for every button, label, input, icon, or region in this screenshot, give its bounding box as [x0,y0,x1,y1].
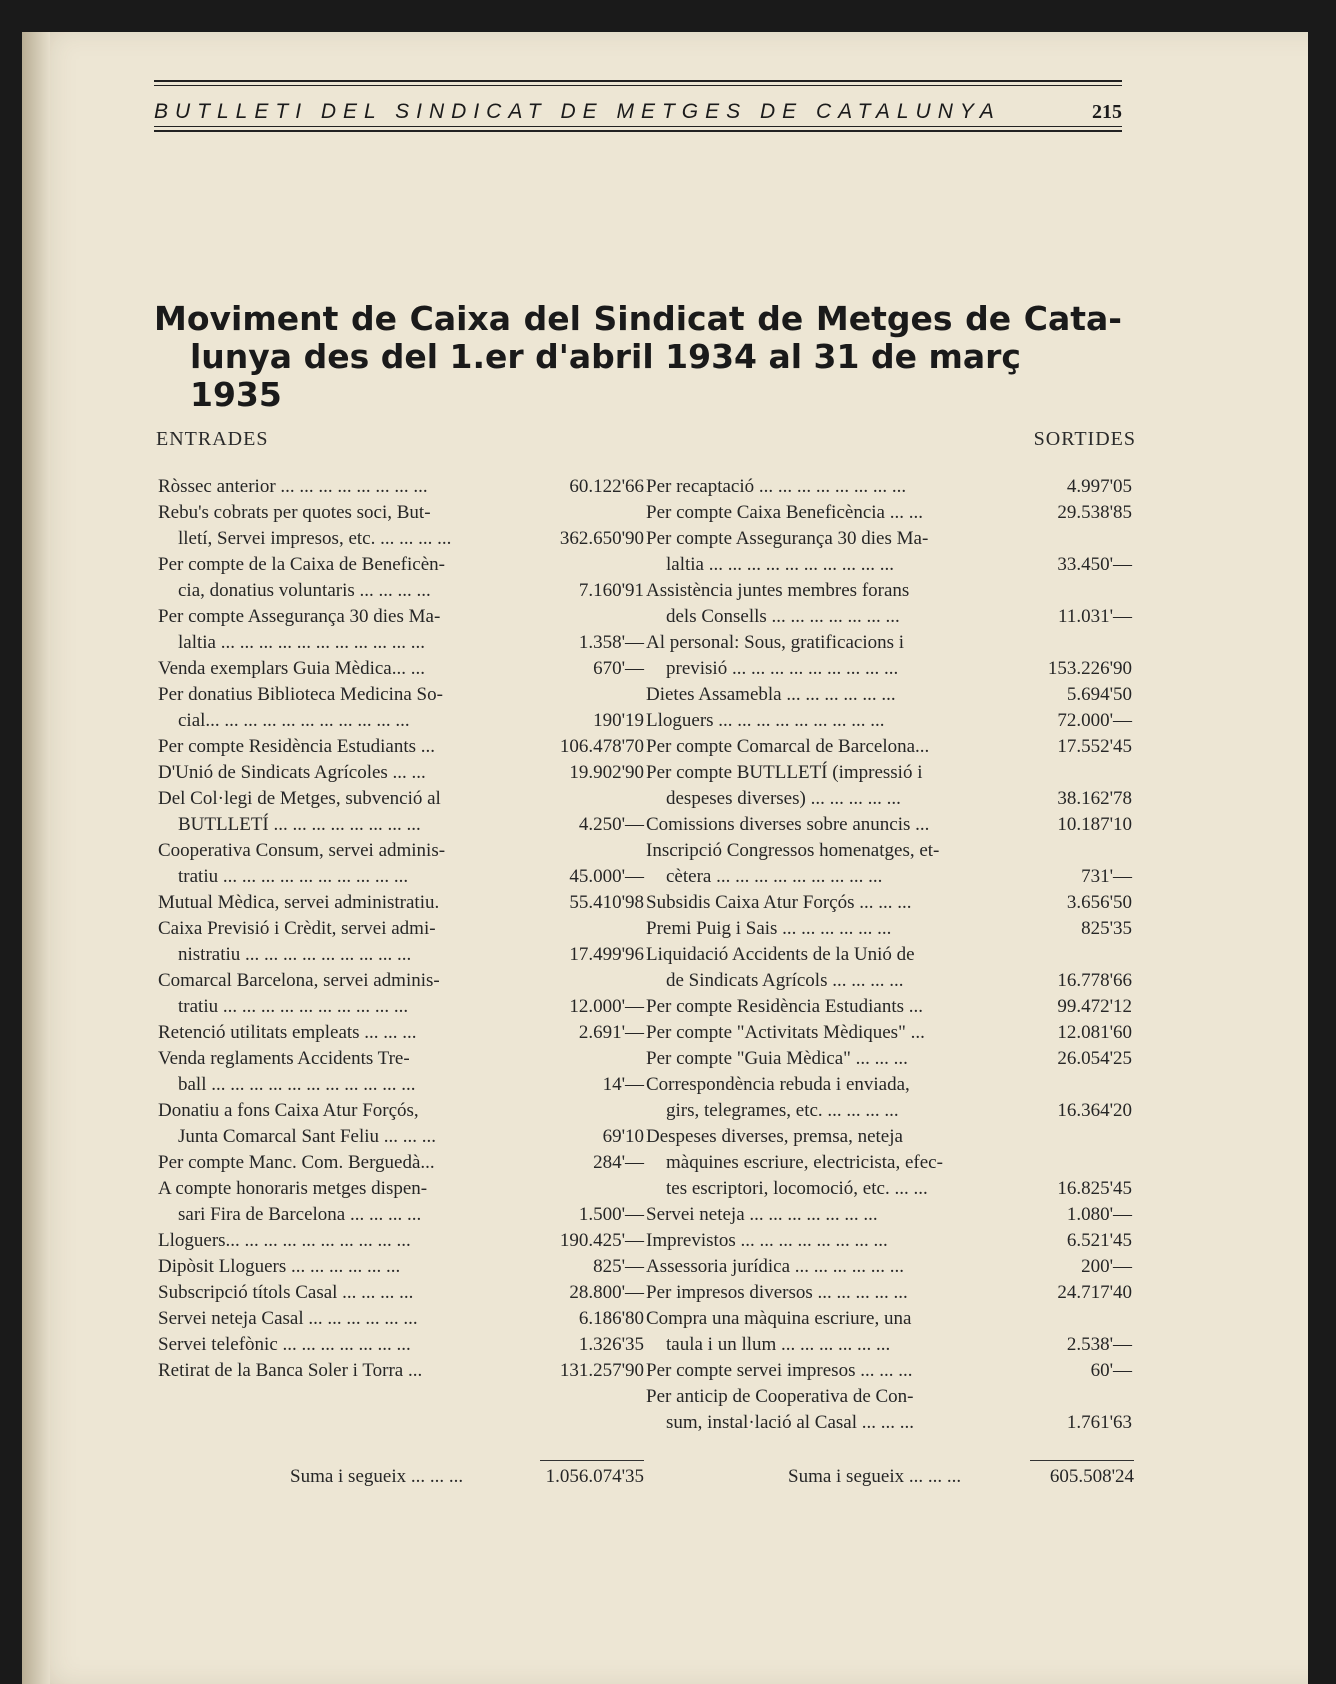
sortides-row [646,1202,1132,1228]
sortides-row-line: Dietes Assamebla ... ... ... ... ... ... [646,684,896,705]
sortides-row-description [646,890,1012,916]
title-line-2: lunya des del 1.er d'abril 1934 al 31 de març 1935 [190,337,1021,414]
entrades-row [158,1176,644,1228]
entrades-row-amount: 55.410'98 [569,892,644,913]
sortides-row-description [646,526,1012,578]
title-line-1: Moviment de Caixa del Sindicat de Metges de Cata- [154,299,1122,338]
entrades-column [158,474,644,1384]
sortides-row-description [646,1020,1012,1046]
entrades-row-amount: 14'— [602,1074,644,1095]
entrades-row-amount: 362.650'90 [559,528,644,549]
sortides-row-description [646,1228,1012,1254]
sortides-row-line: cètera ... ... ... ... ... ... ... ... ... [666,866,883,887]
entrades-total-row [290,1466,644,1488]
sortides-row-description [646,578,1012,630]
entrades-row [158,968,644,1020]
entrades-row [158,1358,644,1384]
sortides-row-amount: 16.825'45 [1057,1178,1132,1199]
sortides-row [646,890,1132,916]
sortides-column [646,474,1132,1436]
entrades-row-amount: 106.478'70 [559,736,644,757]
entrades-row [158,838,644,890]
sortides-row-description [646,474,1012,500]
entrades-row-line: BUTLLETÍ ... ... ... ... ... ... ... ... [178,814,421,835]
sortides-row [646,994,1132,1020]
sortides-row [646,708,1132,734]
sortides-row [646,942,1132,994]
entrades-total-label: Suma i segueix ... ... ... [290,1466,464,1487]
entrades-row-description [158,916,532,968]
sortides-row-amount: 72.000'— [1057,710,1132,731]
sortides-row-amount: 1.080'— [1066,1204,1132,1225]
entrades-row-line: Cooperativa Consum, servei adminis- [158,840,446,861]
entrades-row-description [158,1020,532,1046]
entrades-row-line: Servei telefònic ... ... ... ... ... ... ... [158,1334,411,1355]
entrades-row-amount: 1.500'— [578,1204,644,1225]
entrades-total-amount: 1.056.074'35 [545,1466,644,1487]
sortides-row-line: Despeses diverses, premsa, neteja [646,1126,903,1147]
entrades-row-line: Caixa Previsió i Crèdit, servei admi- [158,918,436,939]
entrades-row-description [158,1280,532,1306]
entrades-row-description [158,682,532,734]
entrades-row-amount: 69'10 [602,1126,644,1147]
sortides-row-amount: 26.054'25 [1057,1048,1132,1069]
entrades-row-description [158,890,532,916]
sortides-row-line: dels Consells ... ... ... ... ... ... ... [666,606,900,627]
sortides-row-line: Imprevistos ... ... ... ... ... ... ... ... [646,1230,888,1251]
sortides-row-line: màquines escriure, electricista, efec- [666,1152,943,1173]
entrades-row-description [158,1358,532,1384]
entrades-row-line: Venda reglaments Accidents Tre- [158,1048,410,1069]
sortides-row-line: Per compte "Activitats Mèdiques" ... [646,1022,925,1043]
sortides-row-amount: 3.656'50 [1066,892,1132,913]
entrades-row-line: Retenció utilitats empleats ... ... ... [158,1022,417,1043]
sortides-row [646,1124,1132,1202]
sortides-row-line: Per compte servei impresos ... ... ... [646,1360,913,1381]
sortides-row-description [646,760,1012,812]
sortides-row-amount: 1.761'63 [1066,1412,1132,1433]
sortides-row-amount: 6.521'45 [1066,1230,1132,1251]
page-number: 215 [1092,100,1122,123]
sortides-row [646,500,1132,526]
entrades-heading: ENTRADES [156,428,269,450]
sortides-row-amount: 5.694'50 [1066,684,1132,705]
sortides-row-description [646,1046,1012,1072]
entrades-row-line: Dipòsit Lloguers ... ... ... ... ... ... [158,1256,401,1277]
entrades-row-line: Venda exemplars Guia Mèdica... ... [158,658,425,679]
entrades-row-description [158,734,532,760]
sortides-row-description [646,1280,1012,1306]
entrades-row-description [158,1228,532,1254]
sortides-row-description [646,1254,1012,1280]
entrades-row-line: D'Unió de Sindicats Agrícoles ... ... [158,762,426,783]
sortides-row-line: Per anticip de Cooperativa de Con- [646,1386,914,1407]
entrades-row-amount: 45.000'— [569,866,644,887]
sortides-row-description [646,994,1012,1020]
sortides-row-amount: 16.364'20 [1057,1100,1132,1121]
entrades-row-description [158,552,532,604]
entrades-row [158,1098,644,1150]
sortides-row [646,1020,1132,1046]
entrades-row-description [158,1046,532,1098]
sortides-row-description [646,916,1012,942]
header-rule-top [154,80,1122,86]
entrades-row [158,916,644,968]
entrades-row-line: Per compte de la Caixa de Beneficèn- [158,554,445,575]
entrades-row [158,1228,644,1254]
sortides-row [646,916,1132,942]
sortides-row-description [646,1072,1012,1124]
entrades-row-line: ball ... ... ... ... ... ... ... ... ... ... ... [178,1074,416,1095]
entrades-row-description [158,760,532,786]
entrades-row-line: cial... ... ... ... ... ... ... ... ... ... ... [178,710,410,731]
sortides-row-line: Inscripció Congressos homenatges, et- [646,840,940,861]
entrades-row-line: Per compte Assegurança 30 dies Ma- [158,606,441,627]
entrades-row-amount: 670'— [593,658,644,679]
entrades-row-line: Retirat de la Banca Soler i Torra ... [158,1360,423,1381]
sortides-row-description [646,1124,1012,1202]
sortides-row-line: Lloguers ... ... ... ... ... ... ... ... ... [646,710,885,731]
entrades-total-rule [540,1460,644,1461]
sortides-row-description [646,812,1012,838]
sortides-row-amount: 825'35 [1081,918,1132,939]
entrades-row-description [158,968,532,1020]
entrades-row-description [158,500,532,552]
entrades-row-description [158,838,532,890]
sortides-total-row [788,1466,1134,1488]
entrades-row-amount: 131.257'90 [559,1360,644,1381]
sortides-row-line: Per compte "Guia Mèdica" ... ... ... [646,1048,908,1069]
entrades-row-description [158,786,532,838]
entrades-row-line: Servei neteja Casal ... ... ... ... ... ... [158,1308,418,1329]
entrades-row-line: Mutual Mèdica, servei administratiu. [158,892,440,913]
entrades-row-amount: 17.499'96 [569,944,644,965]
sortides-row [646,838,1132,890]
entrades-row-amount: 1.358'— [578,632,644,653]
entrades-row-line: Donatiu a fons Caixa Atur Forçós, [158,1100,419,1121]
entrades-row [158,552,644,604]
entrades-row [158,1150,644,1176]
entrades-row-description [158,656,532,682]
sortides-row-line: Servei neteja ... ... ... ... ... ... ... [646,1204,878,1225]
entrades-row [158,890,644,916]
sortides-row-description [646,630,1012,682]
sortides-row-line: Al personal: Sous, gratificacions i [646,632,905,653]
entrades-row-amount: 190.425'— [559,1230,644,1251]
sortides-row [646,760,1132,812]
entrades-row [158,474,644,500]
entrades-row-line: laltia ... ... ... ... ... ... ... ... ... ... ... [178,632,425,653]
page-spine-shadow [22,32,50,1684]
entrades-row-line: Junta Comarcal Sant Feliu ... ... ... [178,1126,437,1147]
header-rule-bottom [154,126,1122,132]
sortides-row [646,1358,1132,1384]
sortides-row-description [646,500,1012,526]
sortides-row-amount: 24.717'40 [1057,1282,1132,1303]
entrades-row [158,682,644,734]
entrades-row [158,760,644,786]
sortides-row-amount: 60'— [1090,1360,1132,1381]
entrades-row [158,1254,644,1280]
sortides-row-amount: 17.552'45 [1057,736,1132,757]
entrades-row-line: lletí, Servei impresos, etc. ... ... ... ... [178,528,452,549]
sortides-row-description [646,1384,1012,1436]
sortides-row [646,812,1132,838]
entrades-row-line: Lloguers... ... ... ... ... ... ... ... ... ... [158,1230,411,1251]
sortides-row-line: taula i un llum ... ... ... ... ... ... [666,1334,891,1355]
sortides-row [646,1306,1132,1358]
sortides-row-amount: 12.081'60 [1057,1022,1132,1043]
entrades-row-description [158,1332,532,1358]
entrades-row-description [158,474,532,500]
entrades-row-description [158,604,532,656]
entrades-row [158,786,644,838]
entrades-row-amount: 28.800'— [569,1282,644,1303]
sortides-row-description [646,708,1012,734]
sortides-row-amount: 11.031'— [1058,606,1132,627]
entrades-row [158,734,644,760]
sortides-row-description [646,838,1012,890]
entrades-row-line: Rebu's cobrats per quotes soci, But- [158,502,431,523]
sortides-row [646,578,1132,630]
sortides-row-line: laltia ... ... ... ... ... ... ... ... ... ... [666,554,894,575]
sortides-row-line: Subsidis Caixa Atur Forçós ... ... ... [646,892,912,913]
entrades-row-line: nistratiu ... ... ... ... ... ... ... ... ... [178,944,412,965]
running-title: BUTLLETI DEL SINDICAT DE METGES DE CATALUNYA [154,100,1001,123]
entrades-row-description [158,1150,532,1176]
entrades-row-line: sari Fira de Barcelona ... ... ... ... [178,1204,422,1225]
sortides-row [646,1228,1132,1254]
sortides-row-amount: 38.162'78 [1057,788,1132,809]
sortides-row-line: Per compte Caixa Beneficència ... ... [646,502,923,523]
sortides-row-line: tes escriptori, locomoció, etc. ... ... [666,1178,928,1199]
entrades-row [158,656,644,682]
entrades-row-amount: 19.902'90 [569,762,644,783]
entrades-row-description [158,1254,532,1280]
entrades-row-amount: 284'— [593,1152,644,1173]
sortides-row-line: Per compte BUTLLETÍ (impressió i [646,762,923,783]
entrades-row [158,1046,644,1098]
entrades-row-line: Per compte Manc. Com. Berguedà... [158,1152,435,1173]
sortides-row-amount: 99.472'12 [1057,996,1132,1017]
entrades-row-line: tratiu ... ... ... ... ... ... ... ... ... ... [178,996,409,1017]
sortides-total-label: Suma i segueix ... ... ... [788,1466,962,1487]
sortides-row [646,526,1132,578]
sortides-row-line: despeses diverses) ... ... ... ... ... [666,788,901,809]
entrades-row [158,500,644,552]
sortides-row-line: Assistència juntes membres forans [646,580,910,601]
sortides-row-line: Assessoria jurídica ... ... ... ... ... ... [646,1256,905,1277]
entrades-row-description [158,1098,532,1150]
sortides-row-line: Liquidació Accidents de la Unió de [646,944,915,965]
sortides-row-amount: 10.187'10 [1057,814,1132,835]
entrades-row-line: Comarcal Barcelona, servei adminis- [158,970,440,991]
sortides-row [646,682,1132,708]
entrades-row-description [158,1176,532,1228]
sortides-row-description [646,1306,1012,1358]
entrades-row-description [158,1306,532,1332]
entrades-row [158,1280,644,1306]
entrades-row-amount: 2.691'— [578,1022,644,1043]
entrades-row [158,604,644,656]
sortides-row [646,1072,1132,1124]
sortides-row-line: Per impresos diversos ... ... ... ... ... [646,1282,908,1303]
sortides-row-line: Per compte Residència Estudiants ... [646,996,924,1017]
entrades-row-line: Per compte Residència Estudiants ... [158,736,436,757]
entrades-row-amount: 1.326'35 [578,1334,644,1355]
entrades-row-amount: 190'19 [593,710,644,731]
sortides-row-line: sum, instal·lació al Casal ... ... ... [666,1412,915,1433]
entrades-row-amount: 12.000'— [569,996,644,1017]
entrades-row-line: A compte honoraris metges dispen- [158,1178,428,1199]
sortides-row-line: Comissions diverses sobre anuncis ... [646,814,930,835]
sortides-row [646,1254,1132,1280]
sortides-row-line: Per compte Assegurança 30 dies Ma- [646,528,929,549]
entrades-row-amount: 7.160'91 [578,580,644,601]
sortides-row-line: Correspondència rebuda i enviada, [646,1074,910,1095]
sortides-row-description [646,682,1012,708]
entrades-row-line: tratiu ... ... ... ... ... ... ... ... ... ... [178,866,409,887]
sortides-row-amount: 33.450'— [1057,554,1132,575]
sortides-row-line: Per compte Comarcal de Barcelona... [646,736,930,757]
entrades-row-line: Subscripció títols Casal ... ... ... ... [158,1282,414,1303]
sortides-row [646,1280,1132,1306]
entrades-row-amount: 825'— [593,1256,644,1277]
sortides-row-amount: 4.997'05 [1066,476,1132,497]
sortides-row-description [646,1358,1012,1384]
sortides-row-line: previsió ... ... ... ... ... ... ... ... ... [666,658,899,679]
sortides-row [646,1384,1132,1436]
sortides-row-amount: 2.538'— [1066,1334,1132,1355]
entrades-row-amount: 60.122'66 [569,476,644,497]
sortides-total-rule [1030,1460,1134,1461]
sortides-row-description [646,734,1012,760]
sortides-row-line: girs, telegrames, etc. ... ... ... ... [666,1100,899,1121]
sortides-row [646,474,1132,500]
entrades-row-line: cia, donatius voluntaris ... ... ... ... [178,580,431,601]
sortides-row-description [646,1202,1012,1228]
sortides-row-amount: 731'— [1081,866,1132,887]
sortides-row [646,1046,1132,1072]
entrades-row [158,1306,644,1332]
sortides-row-amount: 29.538'85 [1057,502,1132,523]
sortides-row [646,734,1132,760]
sortides-row [646,630,1132,682]
entrades-row-line: Per donatius Biblioteca Medicina So- [158,684,443,705]
sortides-row-line: de Sindicats Agrícols ... ... ... ... [666,970,904,991]
sortides-row-amount: 153.226'90 [1047,658,1132,679]
sortides-row-amount: 200'— [1081,1256,1132,1277]
entrades-row-amount: 6.186'80 [578,1308,644,1329]
entrades-row-line: Del Col·legi de Metges, subvenció al [158,788,441,809]
article-title [154,300,1122,414]
sortides-row-description [646,942,1012,994]
sortides-row-line: Compra una màquina escriure, una [646,1308,912,1329]
sortides-row-line: Premi Puig i Sais ... ... ... ... ... ... [646,918,892,939]
entrades-row [158,1020,644,1046]
entrades-row [158,1332,644,1358]
sortides-heading: SORTIDES [1033,428,1136,450]
sortides-total-amount: 605.508'24 [1049,1466,1134,1487]
entrades-row-amount: 4.250'— [578,814,644,835]
sortides-row-line: Per recaptació ... ... ... ... ... ... ... ... [646,476,907,497]
entrades-row-line: Ròssec anterior ... ... ... ... ... ... ... ... [158,476,428,497]
sortides-row-amount: 16.778'66 [1057,970,1132,991]
